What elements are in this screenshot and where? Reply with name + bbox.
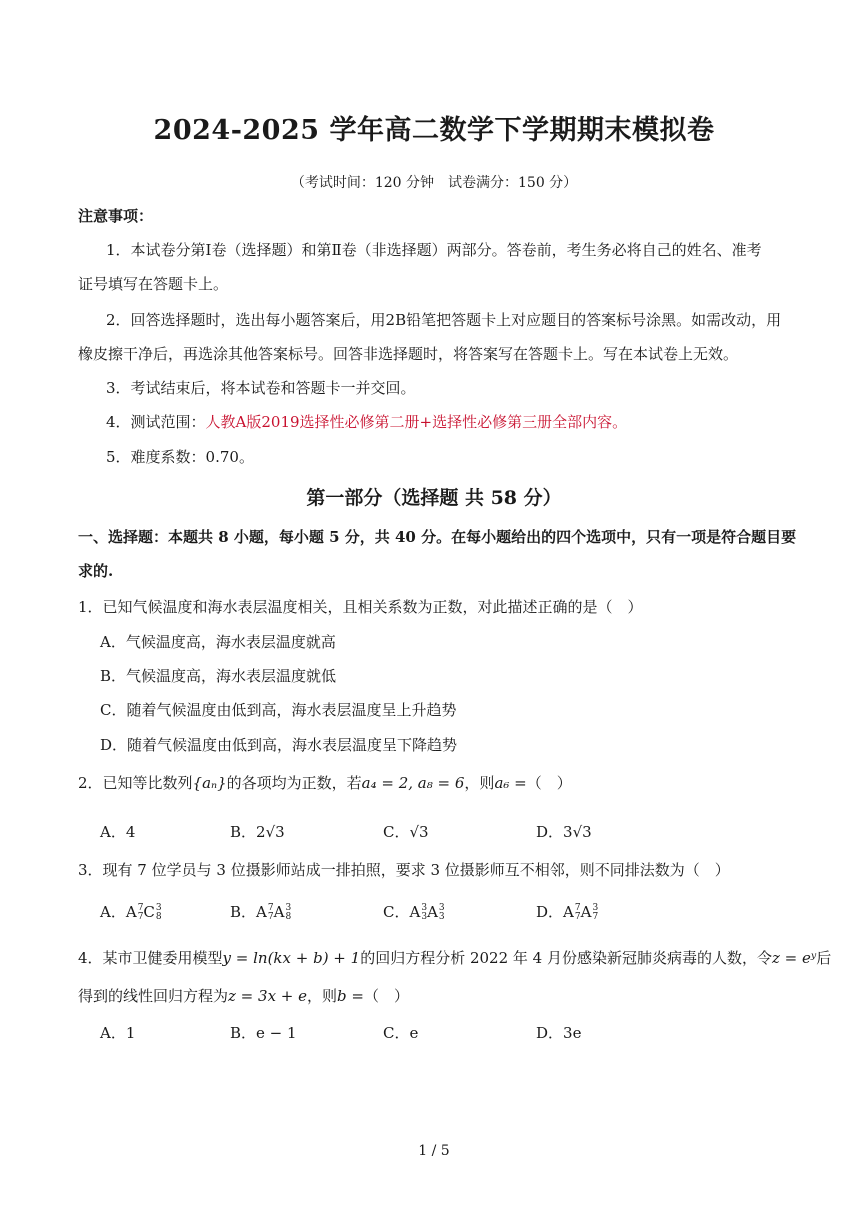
part1-instruction-line-1: 一、选择题：本题共 8 小题，每小题 5 分，共 40 分。在每小题给出的四个选项中，只有一项是符合题目要 (78, 528, 797, 546)
page-number: 1 / 5 (418, 1143, 450, 1159)
part1-instruction-line-2: 求的. (78, 562, 114, 580)
q4-line2-b: ，则 (307, 987, 338, 1005)
question-2-option-a: A．4 (100, 823, 136, 841)
q4-equation: z = 3x + e (228, 987, 308, 1005)
question-4-option-b: B．e − 1 (230, 1024, 297, 1042)
note-4-prefix: 4．测试范围： (106, 413, 206, 431)
q4-line2-c: （ ） (363, 987, 409, 1005)
question-2-option-c: C．√3 (383, 823, 429, 841)
question-1-option-b: B．气候温度高，海水表层温度就低 (100, 667, 337, 685)
question-4-option-d: D．3e (536, 1024, 582, 1042)
q3-option-b-label: B． (230, 903, 257, 921)
q2-stem-c: ，则 (464, 774, 495, 792)
q3-option-c-label: C． (383, 903, 410, 921)
q2-stem-a: 2．已知等比数列 (78, 774, 193, 792)
note-2-line-2: 橡皮擦干净后，再选涂其他答案标号。回答非选择题时，将答案写在答题卡上。写在本试卷上无效。 (78, 345, 739, 363)
question-3-option-b: B．A 7 7 A 3 8 (230, 903, 292, 922)
question-3-option-d: D．A 7 7 A 3 7 (536, 903, 599, 922)
question-1-option-a: A．气候温度高，海水表层温度就高 (100, 633, 336, 651)
q3-option-d-label: D． (536, 903, 564, 921)
note-1-line-1: 1．本试卷分第Ⅰ卷（选择题）和第Ⅱ卷（非选择题）两部分。答卷前，考生务必将自己的姓名、准考 (106, 241, 762, 259)
q3-option-a-label: A． (100, 903, 126, 921)
q4-stem-a: 4．某市卫健委用模型 (78, 949, 223, 967)
question-1-stem: 1．已知气候温度和海水表层温度相关，且相关系数为正数，对此描述正确的是（ ） (78, 598, 643, 616)
q4-stem-b: 的回归方程分析 2022 年 4 月份感染新冠肺炎病毒的人数，令 (360, 949, 772, 967)
question-1-option-c: C．随着气候温度由低到高，海水表层温度呈上升趋势 (100, 701, 457, 719)
question-1-option-d: D．随着气候温度由低到高，海水表层温度呈下降趋势 (100, 736, 458, 754)
note-1-line-2: 证号填写在答题卡上。 (78, 275, 229, 293)
question-4-option-a: A．1 (100, 1024, 136, 1042)
question-3-stem: 3．现有 7 位学员与 3 位摄影师站成一排拍照，要求 3 位摄影师互不相邻，则不同排法数为（ ） (78, 861, 730, 879)
notes-heading: 注意事项： (78, 207, 154, 225)
page-title: 2024-2025 学年高二数学下学期期末模拟卷 (153, 115, 715, 146)
question-4-option-c: C．e (383, 1024, 419, 1042)
question-4-stem-line-1 (78, 948, 831, 968)
q4-model: y = ln(kx + b) + 1 (222, 949, 361, 967)
note-3: 3．考试结束后，将本试卷和答题卡一并交回。 (106, 379, 416, 397)
note-4-scope: 人教A版2019选择性必修第二册+选择性必修第三册全部内容。 (205, 413, 628, 431)
note-5: 5．难度系数：0.70。 (106, 448, 254, 466)
q2-stem-d: （ ） (526, 774, 572, 792)
question-2-option-d: D．3√3 (536, 823, 592, 841)
q4-ask: b = (337, 987, 364, 1005)
question-2-stem (78, 773, 572, 793)
q4-line2-a: 得到的线性回归方程为 (78, 987, 229, 1005)
q4-stem-c: 后 (816, 949, 832, 967)
question-3-option-c: C．A 3 3 A 3 3 (383, 903, 445, 922)
note-2-line-1: 2．回答选择题时，选出每小题答案后，用2B铅笔把答题卡上对应题目的答案标号涂黑。如需改动，用 (106, 311, 782, 329)
note-4 (106, 412, 627, 432)
q2-sequence: {aₙ} (192, 774, 227, 792)
question-4-stem-line-2 (78, 986, 409, 1006)
exam-info: （考试时间：120 分钟 试卷满分：150 分） (290, 175, 578, 191)
q4-substitution: z = eʸ (772, 949, 817, 967)
question-2-option-b: B．2√3 (230, 823, 285, 841)
question-3-option-a: A．A 7 7 C 3 8 (100, 903, 162, 922)
section-title: 第一部分（选择题 共 58 分） (306, 487, 562, 509)
q2-ask: a₆ = (494, 774, 527, 792)
q2-stem-b: 的各项均为正数，若 (226, 774, 362, 792)
q2-condition: a₄ = 2, a₈ = 6 (361, 774, 465, 792)
